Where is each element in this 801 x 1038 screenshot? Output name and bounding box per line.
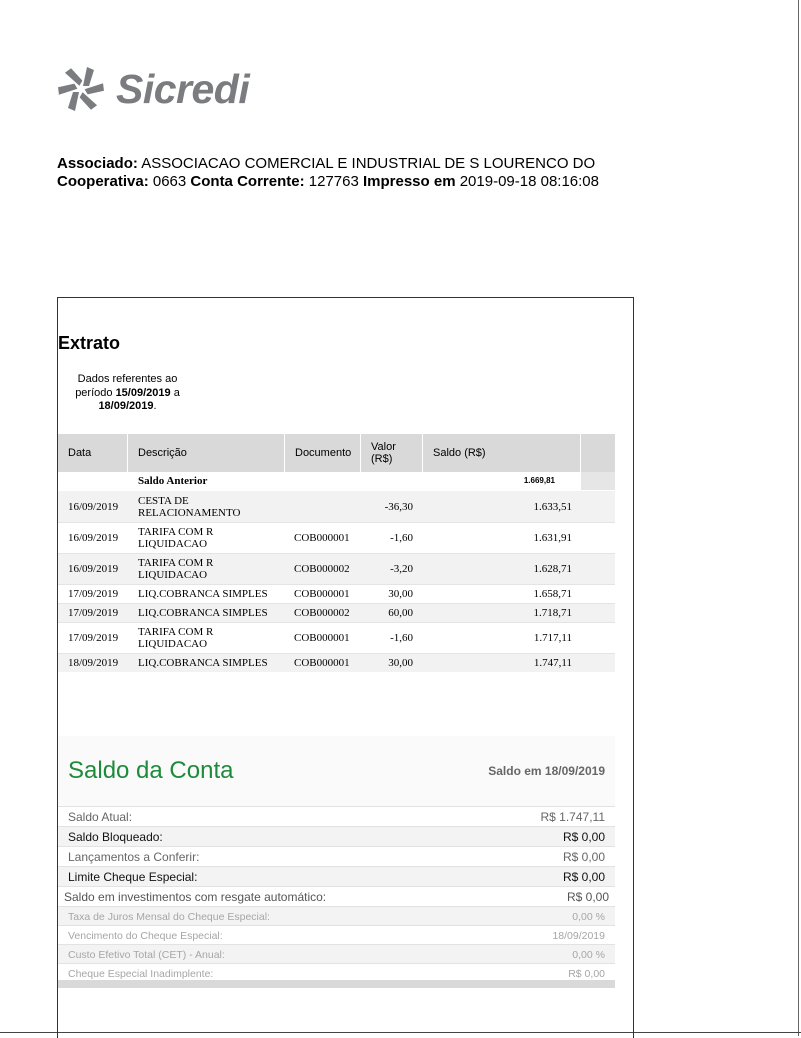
row-value: 30,00 <box>388 657 413 669</box>
cooperativa-value: 0663 <box>152 173 187 190</box>
saldo-footer-strip <box>58 980 615 988</box>
table-row <box>58 623 615 653</box>
col-header-filler <box>581 434 615 472</box>
row-value: -1,60 <box>390 532 413 544</box>
row-value: -1,60 <box>390 632 413 644</box>
col-header-valor: Valor (R$) <box>361 434 423 472</box>
saldo-row-bloqueado <box>58 826 615 846</box>
impresso-value: 2019-09-18 08:16:08 <box>459 173 599 190</box>
saldo-anterior-filler <box>581 472 615 490</box>
row-balance: 1.631,91 <box>533 532 572 544</box>
table-row <box>58 491 615 522</box>
periodo-suffix: . <box>153 400 157 412</box>
row-document: COB000001 <box>294 657 350 669</box>
row-description: LIQ.COBRANCA SIMPLES <box>138 588 268 600</box>
row-description: TARIFA COM R LIQUIDACAO <box>138 526 214 550</box>
table-row <box>58 604 615 622</box>
table-row <box>58 523 615 553</box>
row-description: LIQ.COBRANCA SIMPLES <box>138 607 268 619</box>
account-header <box>57 155 599 191</box>
row-date: 16/09/2019 <box>68 532 119 544</box>
sicredi-pinwheel-icon <box>56 62 106 116</box>
row-balance: 1.628,71 <box>533 563 572 575</box>
statement-table-header <box>58 434 615 472</box>
row-value: -36,30 <box>384 500 413 513</box>
saldo-row-value: R$ 0,00 <box>566 890 609 904</box>
associado-label: Associado: <box>57 155 138 172</box>
table-row <box>58 585 615 603</box>
row-document: COB000001 <box>294 632 350 644</box>
row-date: 16/09/2019 <box>68 563 119 575</box>
row-date: 17/09/2019 <box>68 588 119 600</box>
row-balance: 1.717,11 <box>533 632 572 644</box>
row-date: 17/09/2019 <box>68 607 119 619</box>
periodo-sep: a <box>173 386 180 399</box>
saldo-anterior-row <box>58 472 581 490</box>
table-row <box>58 554 615 584</box>
table-row <box>58 654 615 672</box>
periodo-prefix: Dados referentes ao período <box>75 373 178 399</box>
sicredi-wordmark: Sicredi <box>116 65 250 112</box>
periodo-start: 15/09/2019 <box>115 386 171 399</box>
row-document: COB000001 <box>294 588 350 600</box>
saldo-row-vencimento <box>58 925 615 944</box>
saldo-row-investimentos <box>58 886 615 906</box>
col-header-descricao: Descrição <box>128 434 285 472</box>
row-description: TARIFA COM R LIQUIDACAO <box>138 557 214 581</box>
cooperativa-label: Cooperativa: <box>57 173 149 190</box>
row-description: CESTA DE RELACIONAMENTO <box>138 494 241 519</box>
saldo-row-label: Cheque Especial Inadimplente: <box>68 968 214 980</box>
row-date: 16/09/2019 <box>68 500 119 513</box>
extrato-title: Extrato <box>58 333 121 353</box>
saldo-row-value: R$ 0,00 <box>568 968 605 980</box>
saldo-conta-date: Saldo em 18/09/2019 <box>488 764 605 778</box>
conta-value: 127763 <box>308 173 359 190</box>
row-balance: 1.658,71 <box>533 588 572 600</box>
saldo-row-value: R$ 0,00 <box>562 870 605 884</box>
saldo-row-taxa-juros <box>58 906 615 925</box>
saldo-row-limite <box>58 866 615 886</box>
saldo-row-label: Custo Efetivo Total (CET) - Anual: <box>68 949 225 961</box>
associado-line <box>57 155 599 173</box>
row-value: -3,20 <box>390 563 413 575</box>
row-description: LIQ.COBRANCA SIMPLES <box>138 657 268 669</box>
row-balance: 1.747,11 <box>533 657 572 669</box>
conta-label: Conta Corrente: <box>190 173 305 190</box>
row-document: COB000002 <box>294 563 350 575</box>
saldo-row-label: Saldo Bloqueado: <box>68 830 163 844</box>
col-header-documento: Documento <box>285 434 361 472</box>
row-date: 18/09/2019 <box>68 657 119 669</box>
saldo-row-label: Vencimento do Cheque Especial: <box>68 930 223 942</box>
saldo-row-label: Saldo em investimentos com resgate automático: <box>64 890 327 904</box>
saldo-row-value: R$ 0,00 <box>562 850 605 864</box>
saldo-row-lancamentos <box>58 846 615 866</box>
saldo-row-label: Lançamentos a Conferir: <box>68 850 200 864</box>
conta-line <box>57 173 599 191</box>
row-balance: 1.633,51 <box>533 500 572 513</box>
periodo-end: 18/09/2019 <box>98 400 154 412</box>
row-date: 17/09/2019 <box>68 632 119 644</box>
row-balance: 1.718,71 <box>533 607 572 619</box>
row-description: TARIFA COM R LIQUIDACAO <box>138 626 214 650</box>
associado-value: ASSOCIACAO COMERCIAL E INDUSTRIAL DE S LOURENCO DO <box>141 155 596 172</box>
col-header-saldo: Saldo (R$) <box>423 434 581 472</box>
col-header-data: Data <box>58 434 128 472</box>
saldo-row-value: R$ 1.747,11 <box>540 810 605 824</box>
saldo-row-label: Saldo Atual: <box>68 810 133 824</box>
saldo-row-inadimplente <box>58 963 615 980</box>
row-document: COB000002 <box>294 607 350 619</box>
saldo-anterior-value: 1.669,81 <box>523 476 555 485</box>
saldo-row-cet <box>58 944 615 963</box>
saldo-row-value: R$ 0,00 <box>562 830 605 844</box>
row-document: COB000001 <box>294 532 350 544</box>
saldo-row-label: Limite Cheque Especial: <box>68 870 198 884</box>
saldo-conta-title: Saldo da Conta <box>68 757 234 784</box>
periodo-text <box>60 373 195 414</box>
row-value: 30,00 <box>388 588 413 600</box>
sicredi-logo <box>56 62 249 116</box>
impresso-label: Impresso em <box>362 173 456 190</box>
saldo-row-atual <box>58 806 615 826</box>
row-value: 60,00 <box>388 607 413 619</box>
saldo-anterior-label: Saldo Anterior <box>138 475 208 487</box>
saldo-row-value: 18/09/2019 <box>552 930 605 942</box>
saldo-row-label: Taxa de Juros Mensal do Cheque Especial: <box>68 911 270 923</box>
saldo-row-value: 0,00 % <box>572 911 605 923</box>
saldo-row-value: 0,00 % <box>572 949 605 961</box>
page-right-border <box>798 0 799 1036</box>
